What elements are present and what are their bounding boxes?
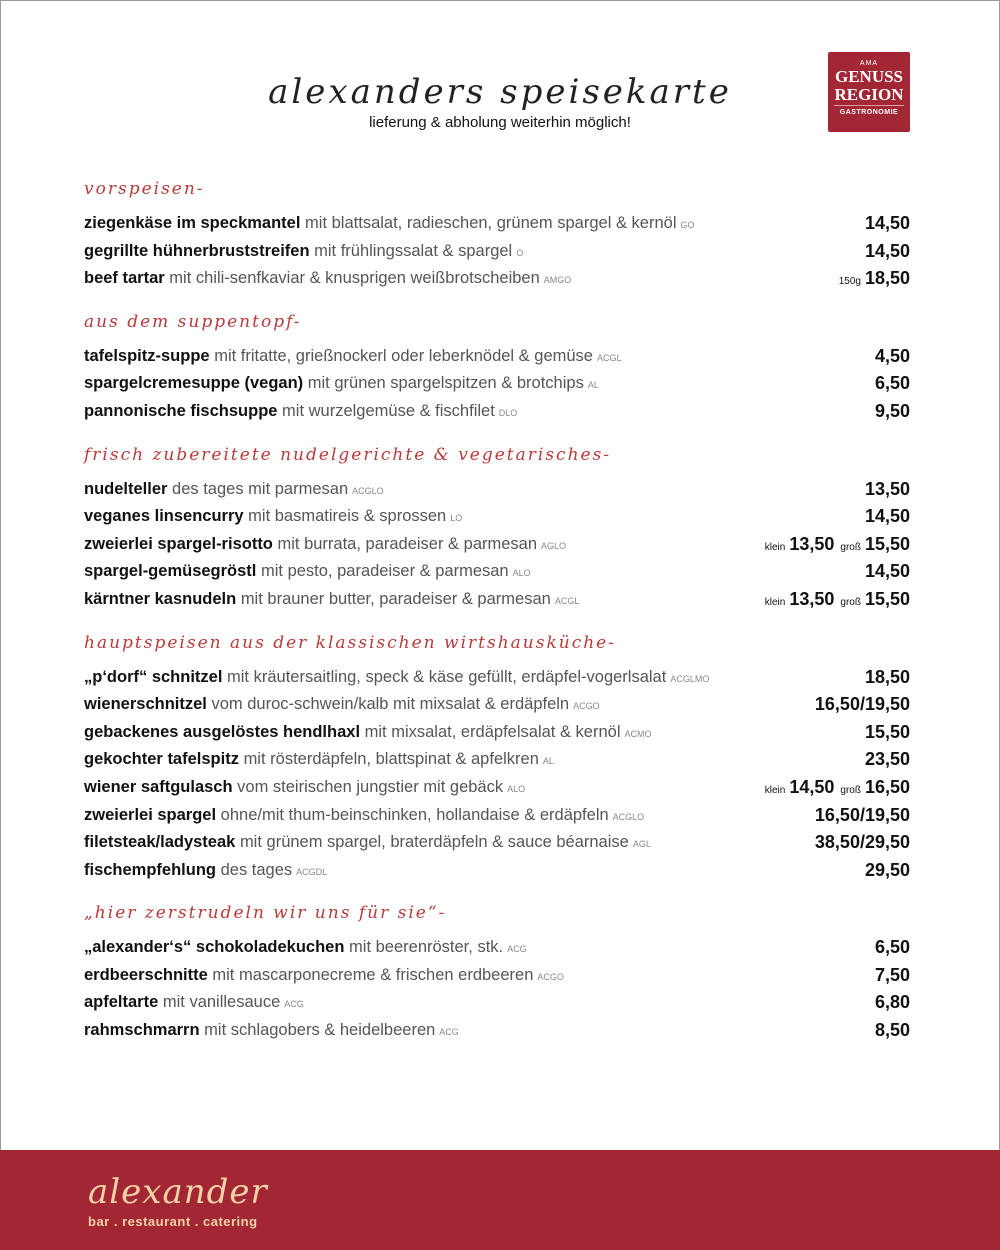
dish-description: mit brauner butter, paradeiser & parmesan — [240, 589, 551, 608]
price-value: 8,50 — [874, 1020, 910, 1041]
dish-description: mit schlagobers & heidelbeeren — [204, 1021, 436, 1040]
dish-description: vom steirischen jungstier mit gebäck — [237, 777, 504, 796]
price-value: 16,50/19,50 — [814, 694, 910, 715]
price — [865, 210, 910, 238]
footer-brand-logo: alexander — [88, 1172, 268, 1212]
price-value: 14,50 — [864, 213, 910, 233]
allergen-codes: ACG — [507, 944, 527, 955]
section-gap — [84, 293, 910, 307]
price — [865, 558, 910, 586]
price-large-label: groß — [840, 541, 861, 553]
menu-item — [84, 343, 910, 371]
price-value: 6,50 — [874, 937, 910, 958]
allergen-codes: LO — [450, 513, 463, 524]
menu-item — [84, 558, 910, 586]
allergen-codes: ACG — [439, 1027, 459, 1038]
price-value: 15,50 — [864, 533, 910, 554]
dish-description: des tages mit parmesan — [172, 479, 349, 498]
badge-line-genuss: GENUSS — [834, 67, 904, 86]
price — [765, 586, 910, 617]
dish-name: filetsteak/ladysteak — [84, 833, 236, 852]
price — [865, 476, 910, 504]
dish-description: mit mixsalat, erdäpfelsalat & kernöl — [364, 722, 621, 741]
badge-line-ama: AMA — [859, 60, 879, 67]
dish-description: mit beerenröster, stk. — [349, 938, 504, 957]
menu-item — [84, 503, 910, 531]
dish-description: des tages — [220, 860, 293, 879]
price — [765, 531, 910, 562]
allergen-codes: ACGLO — [612, 811, 645, 822]
section-title: hauptspeisen aus der klassischen wirtshausküche- — [84, 632, 616, 653]
menu-item — [84, 476, 910, 504]
price-value: 23,50 — [864, 749, 910, 770]
dish-description: mit mascarponecreme & frischen erdbeeren — [212, 965, 534, 984]
dish-name: beef tartar — [84, 269, 165, 288]
price-value: 4,50 — [874, 345, 910, 366]
price-small: 13,50 — [789, 533, 835, 554]
price-value: 14,50 — [864, 561, 910, 582]
price-large-label: groß — [840, 596, 861, 608]
menu-subtitle: lieferung & abholung weiterhin möglich! — [369, 114, 631, 131]
price — [875, 934, 910, 962]
price — [875, 1017, 910, 1045]
dish-name: tafelspitz-suppe — [84, 346, 210, 365]
dish-name: veganes linsencurry — [84, 507, 244, 526]
badge-line-gastronomie: GASTRONOMIE — [834, 105, 904, 116]
section-title: „hier zerstrudeln wir uns für sie“- — [84, 903, 447, 924]
dish-description: mit burrata, paradeiser & parmesan — [277, 534, 538, 553]
price-value: 18,50 — [864, 268, 910, 289]
menu-title: alexanders speisekarte — [268, 72, 732, 112]
allergen-codes: ALO — [507, 783, 526, 794]
section-title: vorspeisen- — [84, 179, 205, 199]
section-title: aus dem suppentopf- — [84, 311, 302, 332]
dish-description: mit rösterdäpfeln, blattspinat & apfelkren — [243, 750, 539, 769]
price-value: 13,50 — [864, 478, 910, 499]
price — [865, 746, 910, 774]
dish-name: ziegenkäse im speckmantel — [84, 214, 301, 232]
menu-item — [84, 265, 910, 293]
menu-item — [84, 802, 910, 830]
allergen-codes: ACGO — [573, 701, 600, 712]
dish-description: mit vanillesauce — [162, 993, 281, 1012]
price-value: 9,50 — [874, 400, 910, 421]
price — [875, 962, 910, 990]
price-value: 15,50 — [864, 588, 910, 609]
menu-item — [84, 857, 910, 885]
price — [865, 719, 910, 747]
allergen-codes: AL — [542, 756, 554, 767]
menu-item — [84, 586, 910, 614]
dish-name: wiener saftgulasch — [84, 777, 233, 796]
dish-description: vom duroc-schwein/kalb mit mixsalat & erdäpfeln — [211, 695, 570, 714]
allergen-codes: ACGL — [554, 595, 580, 606]
menu-item — [84, 691, 910, 719]
dish-description: mit fritatte, grießnockerl oder leberknödel & gemüse — [214, 346, 593, 365]
dish-name: spargel-gemüsegröstl — [84, 562, 257, 581]
price — [865, 857, 910, 885]
menu-item — [84, 238, 910, 266]
menu-header — [0, 40, 1000, 150]
ama-genuss-region-badge — [828, 52, 910, 132]
price-value: 29,50 — [864, 859, 910, 880]
dish-name: gekochter tafelspitz — [84, 750, 239, 769]
price-value: 7,50 — [874, 964, 910, 985]
allergen-codes: GO — [680, 220, 695, 230]
dish-name: spargelcremesuppe (vegan) — [84, 374, 304, 393]
dish-name: rahmschmarrn — [84, 1021, 200, 1040]
dish-name: zweierlei spargel — [84, 805, 217, 824]
dish-description: mit grünem spargel, braterdäpfeln & sauce béarnaise — [239, 833, 629, 852]
allergen-codes: AL — [587, 380, 599, 391]
allergen-codes: ACG — [284, 999, 304, 1010]
dish-name: erdbeerschnitte — [84, 965, 208, 984]
dish-description: mit wurzelgemüse & fischfilet — [282, 401, 495, 420]
allergen-codes: AGLO — [541, 540, 567, 551]
price-value: 15,50 — [864, 721, 910, 742]
menu-item — [84, 664, 910, 692]
dish-description: mit pesto, paradeiser & parmesan — [260, 562, 509, 581]
allergen-codes: AMGO — [543, 275, 572, 286]
price — [815, 829, 910, 857]
dish-description: ohne/mit thum-beinschinken, hollandaise & erdäpfeln — [220, 805, 609, 824]
dish-description: mit kräutersaitling, speck & käse gefüllt, erdäpfel-vogerlsalat — [227, 667, 667, 686]
price — [875, 398, 910, 426]
dish-name: pannonische fischsuppe — [84, 401, 278, 420]
price — [815, 691, 910, 719]
footer-bar — [0, 1150, 1000, 1250]
section-title: frisch zubereitete nudelgerichte & vegetarisches- — [84, 444, 612, 465]
menu-item — [84, 370, 910, 398]
menu-item — [84, 774, 910, 802]
dish-name: nudelteller — [84, 479, 168, 498]
price-small-label: klein — [764, 784, 786, 796]
menu-item — [84, 829, 910, 857]
dish-name: zweierlei spargel-risotto — [84, 534, 273, 553]
badge-line-region: REGION — [834, 85, 904, 104]
price — [865, 238, 910, 266]
menu-item — [84, 934, 910, 962]
price-value: 16,50 — [864, 776, 910, 797]
price — [865, 664, 910, 692]
dish-name: fischempfehlung — [84, 860, 217, 879]
allergen-codes: AGL — [632, 839, 651, 850]
price-small: 14,50 — [789, 776, 835, 797]
price — [875, 370, 910, 398]
dish-name: wienerschnitzel — [84, 695, 207, 714]
dish-description: mit basmatireis & sprossen — [248, 507, 447, 526]
menu-item — [84, 746, 910, 774]
menu-item — [84, 210, 910, 238]
menu-item — [84, 398, 910, 426]
dish-name: „p‘dorf“ schnitzel — [84, 667, 223, 686]
dish-description: mit frühlingssalat & spargel — [314, 241, 513, 260]
price-value: 14,50 — [864, 506, 910, 527]
footer-tagline: bar . restaurant . catering — [88, 1214, 258, 1229]
price — [815, 802, 910, 830]
price-large-label: groß — [840, 784, 861, 796]
dish-description: mit chili-senfkaviar & knusprigen weißbrotscheiben — [169, 269, 540, 288]
menu-item — [84, 989, 910, 1017]
price-value: 18,50 — [864, 666, 910, 687]
menu-item — [84, 719, 910, 747]
price-value: 6,50 — [874, 373, 910, 394]
price — [875, 343, 910, 371]
price-small-label: klein — [764, 541, 786, 553]
menu-item — [84, 1017, 910, 1045]
allergen-codes: DLO — [498, 407, 518, 418]
menu-item — [84, 962, 910, 990]
allergen-codes: ACGDL — [296, 866, 328, 877]
price — [875, 989, 910, 1017]
price-value: 38,50/29,50 — [814, 832, 910, 853]
price-value: 14,50 — [864, 240, 910, 261]
section-gap — [84, 884, 910, 898]
price-portion: 150g — [838, 276, 861, 288]
dish-description: mit blattsalat, radieschen, grünem spargel & kernöl — [305, 214, 677, 232]
allergen-codes: ALO — [512, 568, 531, 579]
allergen-codes: ACGO — [537, 971, 564, 982]
dish-name: „alexander‘s“ schokoladekuchen — [84, 938, 345, 957]
section-gap — [84, 426, 910, 440]
price-value: 16,50/19,50 — [814, 804, 910, 825]
allergen-codes: ACGLMO — [670, 673, 710, 684]
dish-name: gebackenes ausgelöstes hendlhaxl — [84, 722, 361, 741]
price-small-label: klein — [764, 596, 786, 608]
dish-name: gegrillte hühnerbruststreifen — [84, 241, 310, 260]
menu-item — [84, 531, 910, 559]
allergen-codes: O — [516, 247, 524, 258]
menu-body — [84, 174, 910, 1045]
price — [865, 503, 910, 531]
dish-name: kärntner kasnudeln — [84, 589, 237, 608]
allergen-codes: ACGLO — [352, 485, 384, 496]
price-value: 6,80 — [874, 992, 910, 1013]
price — [765, 774, 910, 805]
allergen-codes: ACMO — [624, 728, 652, 739]
dish-name: apfeltarte — [84, 993, 159, 1012]
dish-description: mit grünen spargelspitzen & brotchips — [307, 374, 584, 393]
price-small: 13,50 — [789, 588, 835, 609]
price — [839, 265, 910, 296]
allergen-codes: ACGL — [596, 352, 622, 363]
